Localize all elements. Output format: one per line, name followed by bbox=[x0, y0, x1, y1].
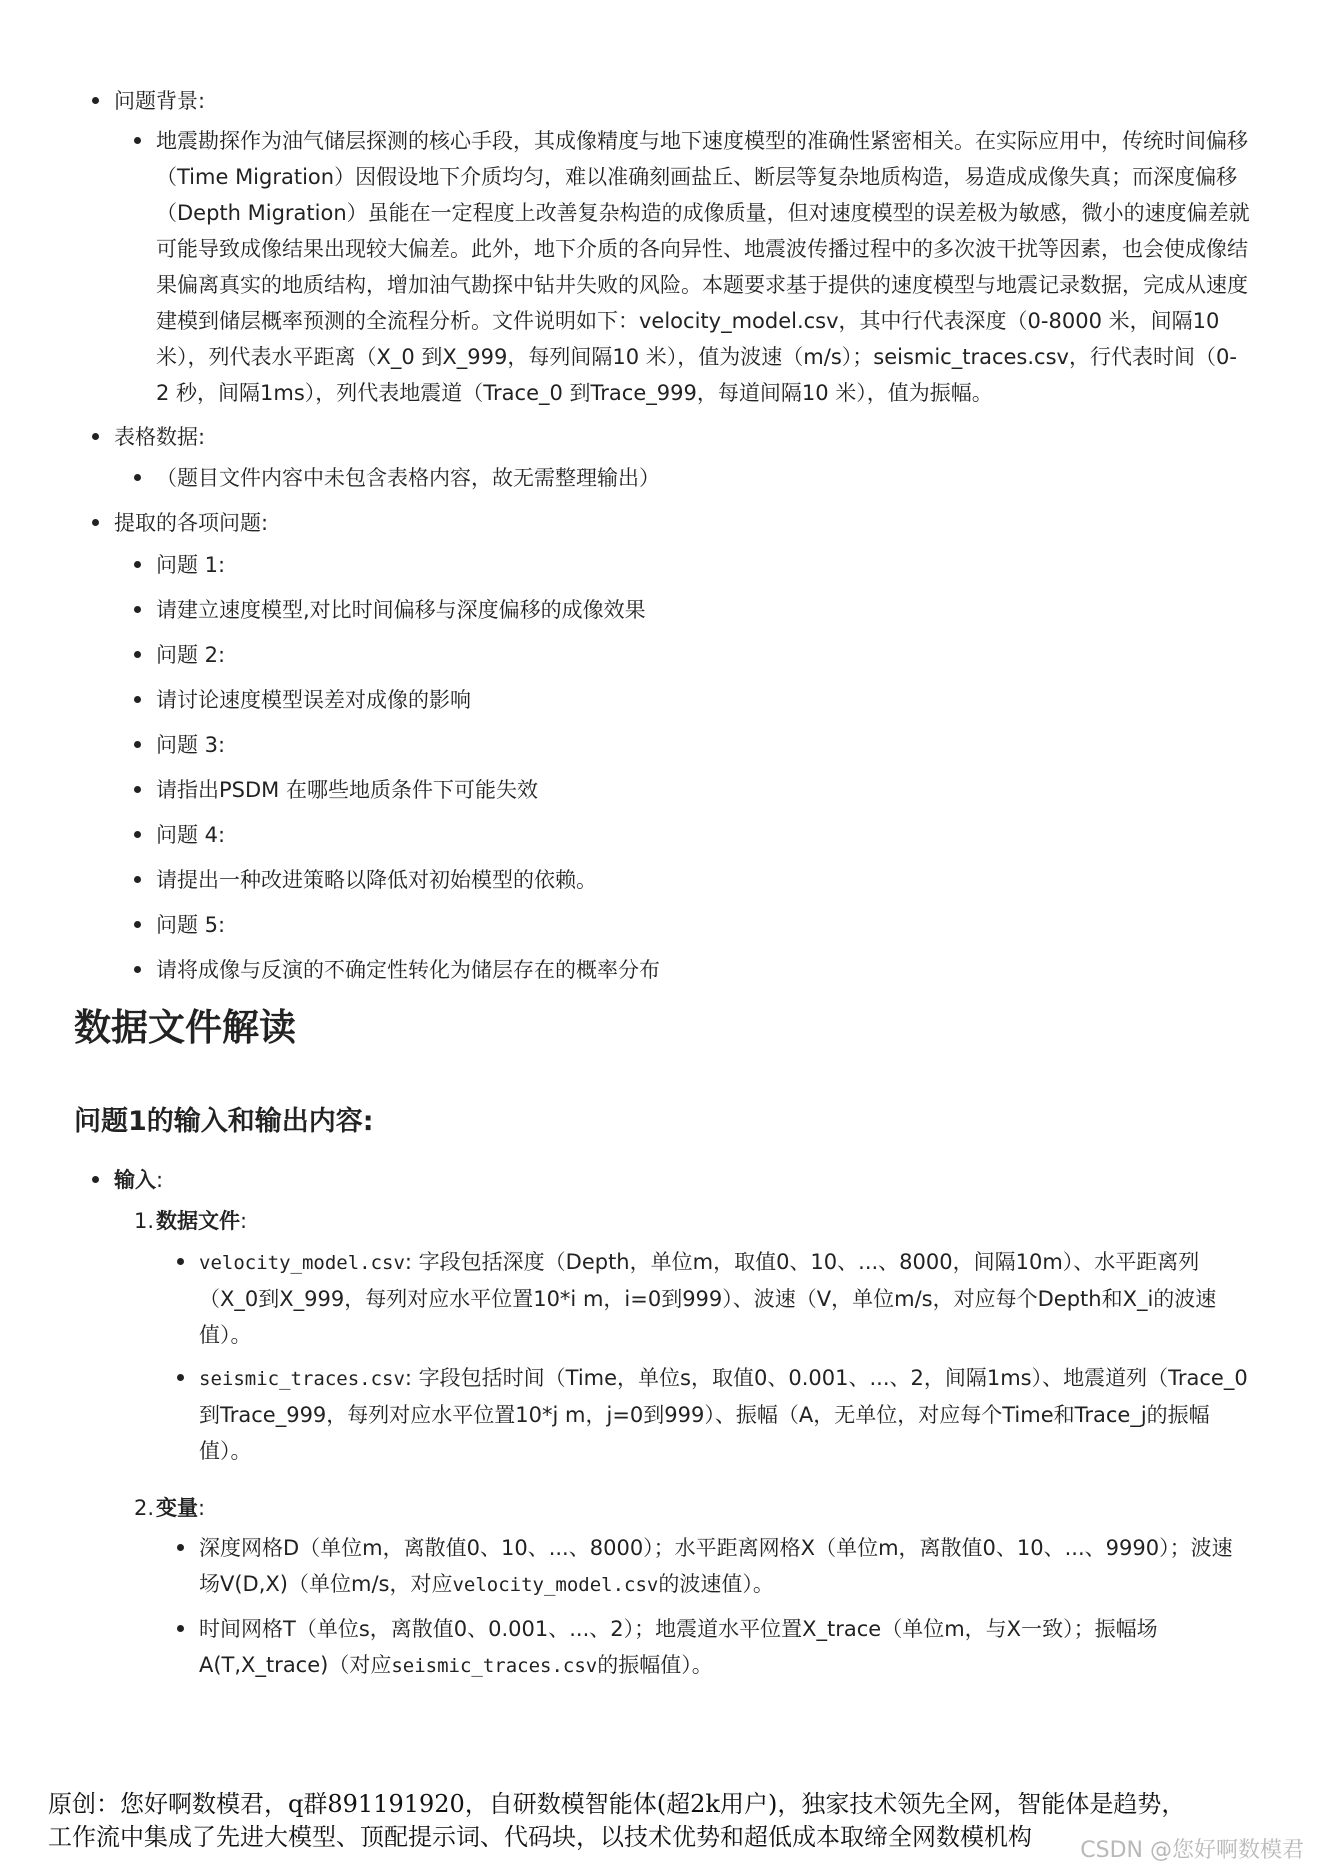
file-name-code: velocity_model.csv bbox=[199, 1252, 405, 1274]
bullet bbox=[134, 474, 141, 481]
colon: : bbox=[198, 1496, 206, 1520]
bullet bbox=[134, 876, 141, 883]
paragraph-line: 地震勘探作为油气储层探测的核心手段，其成像精度与地下速度模型的准确性紧密相关。在实际应用中，传统时间偏移 bbox=[156, 129, 1248, 153]
paragraph-line: （Time Migration）因假设地下介质均匀，难以准确刻画盐丘、断层等复杂地质构造，易造成成像失真；而深度偏移 bbox=[156, 165, 1238, 189]
section-title-questions: 提取的各项问题: bbox=[114, 511, 269, 535]
bullet bbox=[134, 137, 141, 144]
paragraph-line: 2 秒，间隔1ms），列代表地震道（Trace_0 到Trace_999，每道间隔10 米），值为振幅。 bbox=[156, 381, 993, 405]
variables-label: 变量 bbox=[156, 1496, 198, 1520]
list-item: 问题 4: bbox=[156, 823, 226, 847]
data-files-label: 数据文件 bbox=[156, 1209, 240, 1233]
bullet bbox=[134, 606, 141, 613]
list-item: 问题 3: bbox=[156, 733, 226, 757]
list-item: 问题 1: bbox=[156, 553, 226, 577]
csdn-watermark: CSDN @您好啊数模君 bbox=[1080, 1838, 1304, 1863]
input-label-row bbox=[114, 1162, 163, 1198]
paragraph-line: （Depth Migration）虽能在一定程度上改善复杂构造的成像质量，但对速度模型的误差极为敏感，微小的速度偏差就 bbox=[156, 201, 1250, 225]
paragraph-line: 果偏离真实的地质结构，增加油气勘探中钻井失败的风险。本题要求基于提供的速度模型与地震记录数据，完成从速度 bbox=[156, 273, 1248, 297]
desc-text: : 字段包括深度（Depth，单位m，取值0、10、...、8000，间隔10m）、水平距离列 bbox=[404, 1250, 1200, 1274]
section-title-table: 表格数据: bbox=[114, 425, 206, 449]
desc-text: 的波速值）。 bbox=[658, 1572, 774, 1596]
data-files-label-row bbox=[156, 1203, 247, 1239]
desc-text: 时间网格T（单位s，离散值0、0.001、...、2）；地震道水平位置X_trace（单位m，与X一致）；振幅场 bbox=[199, 1617, 1158, 1641]
list-item: 请讨论速度模型误差对成像的影响 bbox=[156, 688, 471, 712]
desc-text: 值）。 bbox=[199, 1439, 252, 1463]
footer-line: 原创：您好啊数模君，q群891191920，自研数模智能体(超2k用户)，独家技术领先全网，智能体是趋势， bbox=[48, 1790, 1186, 1818]
velocity-model-desc bbox=[199, 1244, 1259, 1353]
bullet bbox=[134, 651, 141, 658]
file-name-code: seismic_traces.csv bbox=[199, 1368, 405, 1390]
paragraph-line: 米），列代表水平距离（X_0 到X_999，每列间隔10 米），值为波速（m/s）；seismic_traces.csv，行代表时间（0- bbox=[156, 345, 1237, 369]
list-item: 问题 2: bbox=[156, 643, 226, 667]
bullet bbox=[134, 786, 141, 793]
colon: : bbox=[156, 1168, 164, 1192]
background-paragraph bbox=[156, 123, 1256, 411]
desc-text: （X_0到X_999，每列对应水平位置10*i m，i=0到999）、波速（V，单位m/s，对应每个Depth和X_i的波速 bbox=[199, 1287, 1217, 1311]
paragraph-line: 可能导致成像结果出现较大偏差。此外，地下介质的各向异性、地震波传播过程中的多次波干扰等因素，也会使成像结 bbox=[156, 237, 1248, 261]
desc-text: 到Trace_999，每列对应水平位置10*j m，j=0到999）、振幅（A，无单位，对应每个Time和Trace_j的振幅 bbox=[199, 1403, 1210, 1427]
bullet bbox=[134, 921, 141, 928]
desc-text: : 字段包括时间（Time，单位s，取值0、0.001、...、2，间隔1ms）、地震道列（Trace_0 bbox=[404, 1366, 1248, 1390]
colon: : bbox=[240, 1209, 248, 1233]
desc-text: 值）。 bbox=[199, 1323, 252, 1347]
bullet bbox=[92, 433, 99, 440]
table-note: （题目文件内容中未包含表格内容，故无需整理输出） bbox=[156, 466, 660, 490]
bullet bbox=[177, 1625, 184, 1632]
desc-text: 深度网格D（单位m，离散值0、10、...、8000）；水平距离网格X（单位m，离散值0、10、...、9990）；波速 bbox=[199, 1536, 1233, 1560]
bullet bbox=[134, 696, 141, 703]
variables-desc-2 bbox=[199, 1611, 1259, 1684]
variables-label-row bbox=[156, 1490, 205, 1526]
heading-data-interpretation: 数据文件解读 bbox=[74, 1006, 296, 1049]
file-name-code: seismic_traces.csv bbox=[391, 1655, 598, 1677]
list-number: 1. bbox=[134, 1209, 155, 1233]
list-number: 2. bbox=[134, 1496, 155, 1520]
desc-text: 场V(D,X)（单位m/s，对应 bbox=[199, 1572, 453, 1596]
section-title-background: 问题背景: bbox=[114, 89, 206, 113]
bullet bbox=[92, 97, 99, 104]
bullet bbox=[92, 519, 99, 526]
list-item: 请建立速度模型,对比时间偏移与深度偏移的成像效果 bbox=[156, 598, 646, 622]
desc-text: A(T,X_trace)（对应 bbox=[199, 1653, 392, 1677]
bullet bbox=[134, 831, 141, 838]
heading-q1-io: 问题1的输入和输出内容: bbox=[74, 1106, 374, 1137]
bullet bbox=[134, 561, 141, 568]
list-item: 请指出PSDM 在哪些地质条件下可能失效 bbox=[156, 778, 538, 802]
list-item: 请提出一种改进策略以降低对初始模型的依赖。 bbox=[156, 868, 597, 892]
bullet bbox=[177, 1544, 184, 1551]
input-label: 输入 bbox=[114, 1168, 156, 1192]
file-name-code: velocity_model.csv bbox=[452, 1574, 659, 1596]
footer-line: 工作流中集成了先进大模型、顶配提示词、代码块，以技术优势和超低成本取缔全网数模机构 bbox=[48, 1823, 1032, 1851]
bullet bbox=[134, 741, 141, 748]
desc-text: 的振幅值）。 bbox=[597, 1653, 713, 1677]
list-item: 问题 5: bbox=[156, 913, 226, 937]
seismic-traces-desc bbox=[199, 1360, 1259, 1469]
list-item: 请将成像与反演的不确定性转化为储层存在的概率分布 bbox=[156, 958, 660, 982]
bullet bbox=[177, 1374, 184, 1381]
paragraph-line: 建模到储层概率预测的全流程分析。文件说明如下：velocity_model.csv，其中行代表深度（0-8000 米，间隔10 bbox=[156, 309, 1220, 333]
bullet bbox=[177, 1258, 184, 1265]
variables-desc-1 bbox=[199, 1530, 1259, 1603]
bullet bbox=[92, 1176, 99, 1183]
bullet bbox=[134, 966, 141, 973]
